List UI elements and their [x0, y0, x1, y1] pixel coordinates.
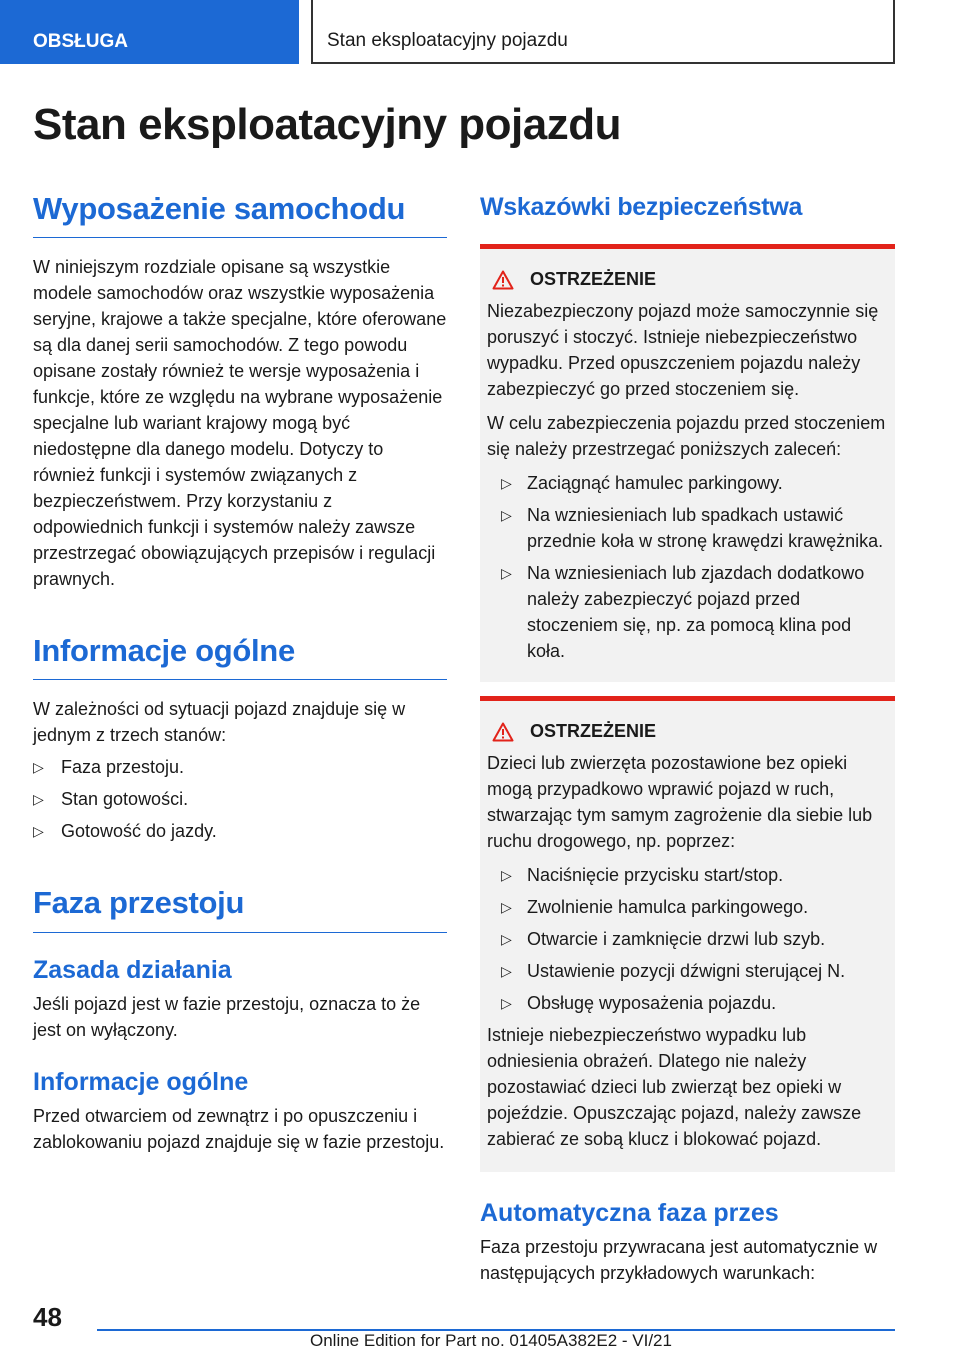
list-item: ▷ Faza przestoju.: [33, 754, 447, 780]
list-item: ▷ Obsługę wyposażenia pojazdu.: [487, 990, 887, 1016]
triangle-bullet-icon: ▷: [33, 823, 44, 840]
page-title: Stan eksploatacyjny pojazdu: [33, 100, 621, 149]
triangle-bullet-icon: ▷: [501, 899, 512, 915]
operation-text: Jeśli pojazd jest w fazie przestoju, oznacza to że jest on wyłączony.: [33, 993, 421, 1040]
list-item: ▷ Zaciągnąć hamulec parkingowy.: [487, 470, 887, 496]
warning-list: [487, 862, 887, 1016]
warning-text: Dzieci lub zwierzęta pozostawione bez opieki mogą przypadkowo wprawić pojazd w ruch, stwarzając tym samym zagrożenie dla siebie lub ruchu drogowego, np. poprzez:: [487, 753, 873, 851]
triangle-bullet-icon: ▷: [501, 963, 512, 979]
page-number: 48: [33, 1302, 62, 1332]
list-item: ▷ Otwarcie i zamknięcie drzwi lub szyb.: [487, 926, 887, 952]
triangle-bullet-icon: ▷: [501, 931, 512, 947]
section-heading-general: Informacje ogólne: [33, 632, 447, 680]
section-heading-safety: Wskazówki bezpieczeństwa: [480, 193, 803, 221]
warning-box-rolling: [480, 244, 895, 682]
list-item: ▷ Na wzniesieniach lub zjazdach dodatkowo należy zabezpieczyć pojazd przed stoczeniem się, np. za pomocą klina pod koła.: [487, 560, 887, 664]
left-column: [33, 190, 447, 1155]
warning-label: OSTRZEŻENIE: [530, 269, 657, 289]
list-item: ▷ Stan gotowości.: [33, 786, 447, 812]
section-heading-equipment: Wyposażenie samochodu: [33, 190, 447, 238]
list-item: ▷ Ustawienie pozycji dźwigni sterującej N.: [487, 958, 887, 984]
idle-general-text: Przed otwarciem od zewnątrz i po opuszczeniu i zablokowaniu pojazd znajduje się w fazie przestoju.: [33, 1105, 445, 1152]
triangle-bullet-icon: ▷: [33, 791, 44, 808]
triangle-bullet-icon: ▷: [501, 475, 512, 491]
list-item: ▷ Zwolnienie hamulca parkingowego.: [487, 894, 887, 920]
state-list: [33, 754, 447, 844]
warning-text: Niezabezpieczony pojazd może samoczynnie się poruszyć i stoczyć. Istnieje niebezpieczeństwo wypadku. Przed opuszczeniem pojazdu należy zabezpieczyć go przed stoczeniem się.: [487, 301, 879, 399]
warning-header: [487, 721, 887, 742]
warning-triangle-icon: [492, 722, 514, 742]
subheading-operation: Zasada działania: [33, 955, 232, 984]
section-heading-idle-phase: Faza przestoju: [33, 884, 447, 932]
triangle-bullet-icon: ▷: [33, 759, 44, 776]
warning-text: W celu zabezpieczenia pojazdu przed stoczeniem się należy przestrzegać poniższych zaleceń:: [487, 413, 886, 459]
equipment-text: W niniejszym rozdziale opisane są wszystkie modele samochodów oraz wszystkie wyposażenia seryjne, krajowe a także specjalne, które oferowane są dla danej serii samochodów. Z tego powodu opisane zostały również te wersje wyposażenia i funkcje, które ze względu na wybrane wyposażenie specjalne lub wariant krajowy mogą być niedostępne dla danego modelu. Dotyczy to również funkcji i systemów związanych z bezpieczeństwem. Przy korzystaniu z odpowiednich funkcji i systemów należy zawsze przestrzegać obowiązujących przepisów i regulacji prawnych.: [33, 257, 447, 590]
triangle-bullet-icon: ▷: [501, 565, 512, 581]
warning-box-children: [480, 696, 895, 1172]
warning-header: [487, 269, 887, 290]
warning-text: Istnieje niebezpieczeństwo wypadku lub odniesienia obrażeń. Dlatego nie należy pozostawiać dzieci lub zwierząt bez opieki w pojeździe. Opuszczając pojazd, należy zawsze zabierać ze sobą klucz i blokować pojazd.: [487, 1025, 862, 1149]
subheading-general: Informacje ogólne: [33, 1067, 249, 1096]
triangle-bullet-icon: ▷: [501, 507, 512, 523]
edition-note: Online Edition for Part no. 01405A382E2 - VI/21: [310, 1331, 672, 1350]
general-text: W zależności od sytuacji pojazd znajduje się w jednym z trzech stanów:: [33, 699, 406, 746]
warning-list: [487, 470, 887, 664]
list-item: ▷ Na wzniesieniach lub spadkach ustawić przednie koła w stronę krawędzi krawężnika.: [487, 502, 887, 554]
chapter-tab: OBSŁUGA: [0, 0, 299, 64]
list-item: ▷ Gotowość do jazdy.: [33, 818, 447, 844]
triangle-bullet-icon: ▷: [501, 995, 512, 1011]
automatic-idle-text: Faza przestoju przywracana jest automatycznie w następujących przykładowych warunkach:: [480, 1237, 878, 1283]
warning-label: OSTRZEŻENIE: [530, 721, 657, 741]
right-column: [480, 190, 895, 1286]
running-header: Stan eksploatacyjny pojazdu: [311, 0, 895, 64]
subheading-automatic-idle: Automatyczna faza przes: [480, 1199, 779, 1227]
warning-triangle-icon: [492, 270, 514, 290]
triangle-bullet-icon: ▷: [501, 867, 512, 883]
list-item: ▷ Naciśnięcie przycisku start/stop.: [487, 862, 887, 888]
